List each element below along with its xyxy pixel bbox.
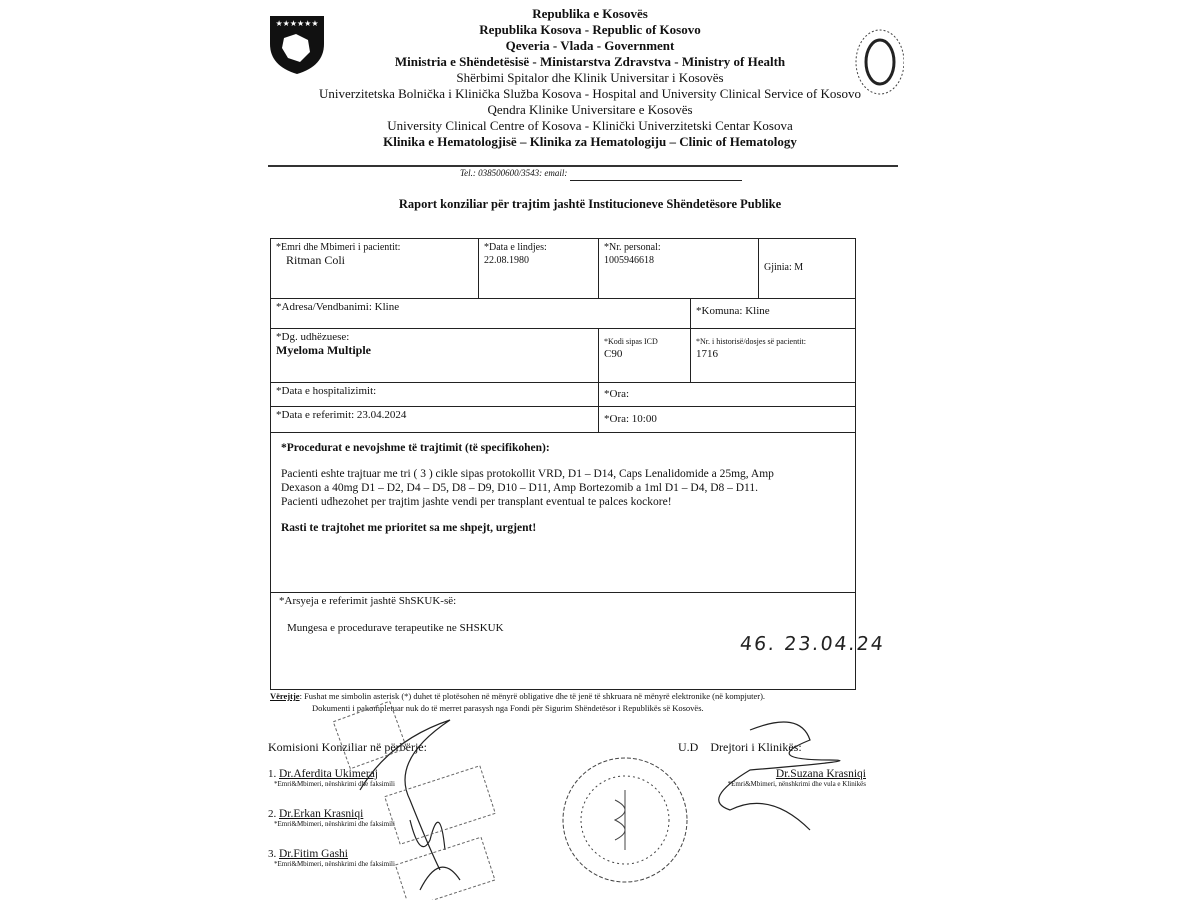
member-caption: *Emri&Mbimeri, nënshkrimi dhe faksimili (274, 860, 395, 868)
signature-icon (360, 720, 840, 890)
header-line: Qeveria - Vlada - Government (505, 38, 675, 53)
physician-stamp-icon (333, 701, 495, 900)
remark-label: Vërejtje (270, 691, 300, 701)
field-value: 1005946618 (604, 255, 654, 266)
email-blank (570, 180, 742, 181)
diagnosis-field (270, 328, 599, 383)
hospitalization-date-field (270, 382, 599, 407)
header-line: Qendra Klinike Universitare e Kosovës (487, 102, 693, 117)
member-number: 3. (268, 848, 277, 860)
contact-line: Tel.: 038500600/3543: email: (460, 168, 568, 178)
field-value: *Adresa/Vendbanimi: Kline (276, 301, 400, 313)
field-label: *Kodi sipas ICD (604, 337, 658, 346)
member-caption: *Emri&Mbimeri, nënshkrimi dhe faksimili (274, 820, 395, 828)
header-line: Ministria e Shëndetësisë - Ministarstva Zdravstva - Ministry of Health (394, 54, 786, 69)
header-line: Shërbimi Spitalor dhe Klinik Universitar i Kosovës (456, 70, 724, 85)
remark-text: Dokumenti i pakompletuar nuk do të merret parasysh nga Fondi për Sigurim Shëndetësor i Republikës së Kosovës. (312, 703, 704, 713)
member-name: Dr.Erkan Krasniqi (279, 808, 364, 820)
field-value: *Data e referimit: 23.04.2024 (276, 409, 407, 421)
field-value: *Ora: 10:00 (604, 413, 657, 425)
field-value: 1716 (696, 348, 718, 360)
hospitalization-time-field (598, 382, 856, 407)
history-number-field (690, 328, 856, 383)
field-value: *Komuna: Kline (696, 305, 770, 317)
referral-time-field (598, 406, 856, 433)
referral-date-field (270, 406, 599, 433)
director-title: U.D Drejtori i Klinikës: (678, 740, 802, 754)
director-caption: *Emri&Mbimeri, nënshkrimi dhe vula e Klinikës (727, 780, 866, 788)
field-label: *Ora: (604, 388, 630, 400)
header-line: Republika Kosova - Republic of Kosovo (479, 22, 701, 37)
field-label: *Nr. i historisë/dosjes së pacientit: (696, 337, 806, 346)
icd-code-field (598, 328, 691, 383)
remark-text: : Fushat me simbolin asterisk (*) duhet të plotësohen në mënyrë obligative dhe të jenë të shkruara në mënyrë elektronike (në kompjuter). (299, 691, 766, 701)
header-line: University Clinical Centre of Kosova - Klinički Univerzitetski Centar Kosova (387, 118, 793, 133)
field-label: *Nr. personal: (604, 242, 661, 253)
header-line: Klinika e Hematologjisë – Klinika za Hematologiju – Clinic of Hematology (383, 134, 797, 149)
address-field (270, 298, 691, 329)
stamps-and-signatures (330, 700, 890, 900)
document-title: Raport konziliar për trajtim jashtë Institucioneve Shëndetësore Publike (398, 197, 782, 211)
procedure-line: Pacienti eshte trajtuar me tri ( 3 ) cikle sipas protokollit VRD, D1 – D14, Caps Lenalidomide a 25mg, Amp (281, 468, 774, 480)
member-number: 2. (268, 808, 277, 820)
field-value: Ritman Coli (286, 253, 346, 267)
birth-date-field (478, 238, 599, 299)
handwritten-protocol-date: 46. 23.04.24 (738, 633, 887, 655)
field-value: Mungesa e procedurave terapeutike ne SHSKUK (287, 622, 504, 634)
field-label: *Emri dhe Mbimeri i pacientit: (276, 242, 401, 253)
procedure-line: Pacienti udhezohet per trajtim jashte vendi per transplant eventual te palces kockore! (281, 496, 672, 508)
patient-name-field (270, 238, 479, 299)
divider (268, 165, 898, 167)
director-name: Dr.Suzana Krasniqi (775, 768, 866, 780)
municipality-field (690, 298, 856, 329)
clinic-round-stamp-icon (563, 758, 687, 882)
procedure-line: Dexason a 40mg D1 – D2, D4 – D5, D8 – D9, D10 – D11, Amp Bortezomib a 1ml D1 – D4, D8 – D11. (281, 482, 758, 494)
member-caption: *Emri&Mbimeri, nënshkrimi dhe faksimili (274, 780, 395, 788)
member-name: Dr.Fitim Gashi (279, 848, 349, 860)
member-name: Dr.Aferdita Ukimeraj (279, 768, 378, 780)
field-label: *Data e hospitalizimit: (276, 385, 377, 397)
field-value: C90 (604, 348, 623, 360)
commission-title: Komisioni Konziliar në përbërje: (268, 740, 427, 754)
header-line: Univerzitetska Bolnička i Klinička Služba Kosova - Hospital and University Clinical Service of Kosovo (319, 86, 861, 101)
field-label: *Arsyeja e referimit jashtë ShSKUK-së: (279, 595, 457, 607)
letterhead (270, 6, 910, 150)
svg-text:★★★★★★: ★★★★★★ (275, 19, 319, 28)
field-label: *Data e lindjes: (484, 242, 547, 253)
field-value: Myeloma Multiple (276, 343, 371, 357)
urgent-note: Rasti te trajtohet me prioritet sa me shpejt, urgjent! (281, 522, 537, 534)
field-value: Gjinia: M (764, 262, 804, 273)
field-value: 22.08.1980 (484, 255, 529, 266)
field-label: *Procedurat e nevojshme të trajtimit (të specifikohen): (281, 442, 550, 454)
procedures-field (270, 432, 856, 593)
member-number: 1. (268, 768, 277, 780)
personal-number-field (598, 238, 759, 299)
field-label: *Dg. udhëzuese: (276, 331, 350, 343)
gender-field (758, 238, 856, 299)
header-line: Republika e Kosovës (532, 6, 648, 21)
